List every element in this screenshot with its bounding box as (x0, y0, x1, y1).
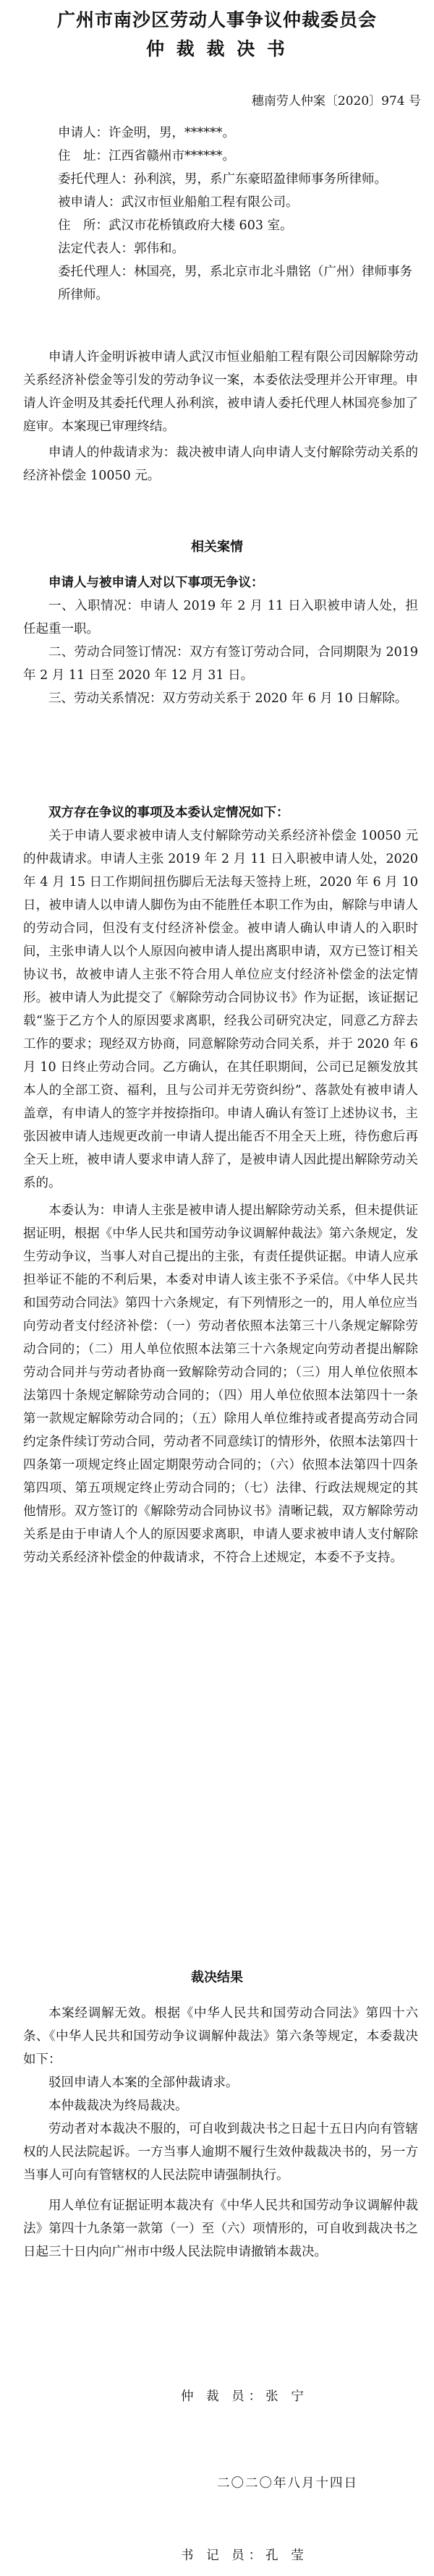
case-number: 穗南劳人仲案〔2020〕974 号 (251, 94, 421, 108)
arbitrator-signature: 仲 裁 员：张 宁 (181, 2389, 308, 2404)
result-section (23, 2002, 418, 2264)
party-applicant: 申请人：许金明，男，******。 (58, 126, 235, 140)
facts-heading: 相关案情 (191, 539, 243, 555)
undisputed-section (23, 571, 418, 710)
result-paragraph: 劳动者对本裁决不服的，可自收到裁决书之日起十五日内向有管辖权的人民法院起诉。一方当事人逾期不履行生效仲裁裁决书的，另一方当事人可向有管辖权的人民法院申请强制执行。 (23, 2122, 418, 2183)
party-legal-representative: 法定代表人：郭伟和。 (58, 242, 184, 256)
tribunal-opinion-paragraph: 本委认为：申请人主张是被申请人提出解除劳动关系，但未提供证据证明，根据《中华人民共和国劳动争议调解仲裁法》第六条规定，发生劳动争议，当事人对自己提出的主张，有责任提供证据。申请人应承担举证不能的不利后果，本委对申请人该主张不予采信。《中华人民共和国劳动合同法》第四十六条规定，有下列情形之一的，用人单位应当向劳动者支付经济补偿：（一）劳动者依照本法第三十八条规定解除劳动合同的；（二）用人单位依照本法第三十六条规定向劳动者提出解除劳动合同并与劳动者协商一致解除劳动合同的；（三）用人单位依照本法第四十条规定解除劳动合同的；（四）用人单位依照本法第四十一条第一款规定解除劳动合同的；（五）除用人单位维持或者提高劳动合同约定条件续订劳动合同，劳动者不同意续订的情形外，依照本法第四十四条第一项规定终止固定期限劳动合同的；（六）依照本法第四十四条第四项、第五项规定终止劳动合同的；（七）法律、行政法规规定的其他情形。双方签订的《解除劳动合同协议书》清晰记载，双方解除劳动关系是由于申请人个人的原因要求离职，申请人要求被申请人支付解除劳动关系经济补偿金的仲裁请求，不符合上述规定，本委不予支持。 (23, 1203, 418, 1565)
parties-section (23, 121, 418, 307)
party-respondent: 被申请人：武汉市恒业船舶工程有限公司。 (58, 195, 299, 210)
result-heading: 裁决结果 (191, 1970, 243, 1985)
undisputed-item: 一、入职情况：申请人 2019 年 2 月 11 日入职被申请人处，担任起重一职。 (23, 599, 418, 636)
claim-paragraph: 申请人的仲裁请求为：裁决被申请人向申请人支付解除劳动关系的经济补偿金 10050 元。 (23, 445, 418, 483)
award-date: 二〇二〇年八月十四日 (217, 2476, 358, 2491)
undisputed-heading: 申请人与被申请人对以下事项无争议： (48, 576, 264, 590)
result-paragraph: 本案经调解无效。根据《中华人民共和国劳动合同法》第四十六条、《中华人民共和国劳动争议调解仲裁法》第六条等规定，本委裁决如下： (23, 2006, 418, 2067)
document-type-title: 仲 裁 裁 决 书 (146, 38, 288, 59)
intro-section (23, 346, 418, 487)
disputed-claim-paragraph: 关于申请人要求被申请人支付解除劳动关系经济补偿金 10050 元的仲裁请求。申请人主张 2019 年 2 月 11 日入职被申请人处，2020 年 4 月 15 日工作期间扭伤脚后无法每天签持上班，2020 年 6 月 10 日，被申请人以申请人脚伤为由不能胜任本职工作为由，解除与申请人的劳动合同，但没有支付经济补偿金。被申请人确认申请人的入职时间，主张申请人以个人原因向被申请人提出离职申请，双方已签订相关协议书，故被申请人主张不符合用人单位应支付经济补偿金的法定情形。被申请人为此提交了《解除劳动合同协议书》作为证据，该证据记载“鉴于乙方个人的原因要求离职，经我公司研究决定，同意乙方辞去工作的要求；现经双方协商，同意解除劳动合同关系，并于 2020 年 6 月 10 日终止劳动合同。乙方确认，在其任职期间，公司已足额发放其本人的全部工资、福利，且与公司并无劳资纠纷”、落款处有被申请人盖章，有申请人的签字并按捺指印。申请人确认有签订上述协议书，主张因被申请人违规更改前一申请人提出能否不用全天上班，待伤愈后再全天上班，被申请人要求申请人辞了，是被申请人因此提出解除劳动关系的。 (23, 829, 418, 1190)
undisputed-item: 二、劳动合同签订情况：双方有签订劳动合同，合同期限为 2019 年 2 月 11 日至 2020 年 12 月 31 日。 (23, 645, 418, 683)
disputed-section (23, 801, 418, 1569)
undisputed-item: 三、劳动关系情况：双方劳动关系于 2020 年 6 月 10 日解除。 (48, 691, 408, 706)
result-paragraph: 驳回申请人本案的全部仲裁请求。 (48, 2076, 239, 2090)
issuing-authority: 广州市南沙区劳动人事争议仲裁委员会 (56, 9, 377, 30)
intro-paragraph: 申请人许金明诉被申请人武汉市恒业船舶工程有限公司因解除劳动关系经济补偿金等引发的劳动争议一案，本委依法受理并公开审理。申请人许金明及其委托代理人孙利滨，被申请人委托代理人林国亮参加了庭审。本案现已审理终结。 (23, 350, 418, 434)
clerk-signature: 书 记 员：孔 莹 (181, 2549, 308, 2563)
party-respondent-address: 住 所：武汉市花桥镇政府大楼 603 室。 (58, 218, 293, 233)
disputed-heading: 双方存在争议的事项及本委认定情况如下： (48, 806, 289, 820)
party-applicant-address: 住 址：江西省赣州市******。 (58, 149, 235, 163)
party-applicant-agent: 委托代理人：孙利滨，男，系广东豪昭盈律师事务所律师。 (58, 172, 387, 187)
party-respondent-agent: 委托代理人：林国亮，男，系北京市北斗鼎铭（广州）律师事务所律师。 (58, 265, 412, 302)
result-paragraph: 用人单位有证据证明本裁决有《中华人民共和国劳动争议调解仲裁法》第四十九条第一款第（一）至（六）项情形的，可自收到裁决书之日起三十日内向广州市中级人民法院申请撤销本裁决。 (23, 2198, 418, 2259)
result-paragraph: 本仲裁裁决为终局裁决。 (48, 2099, 188, 2113)
